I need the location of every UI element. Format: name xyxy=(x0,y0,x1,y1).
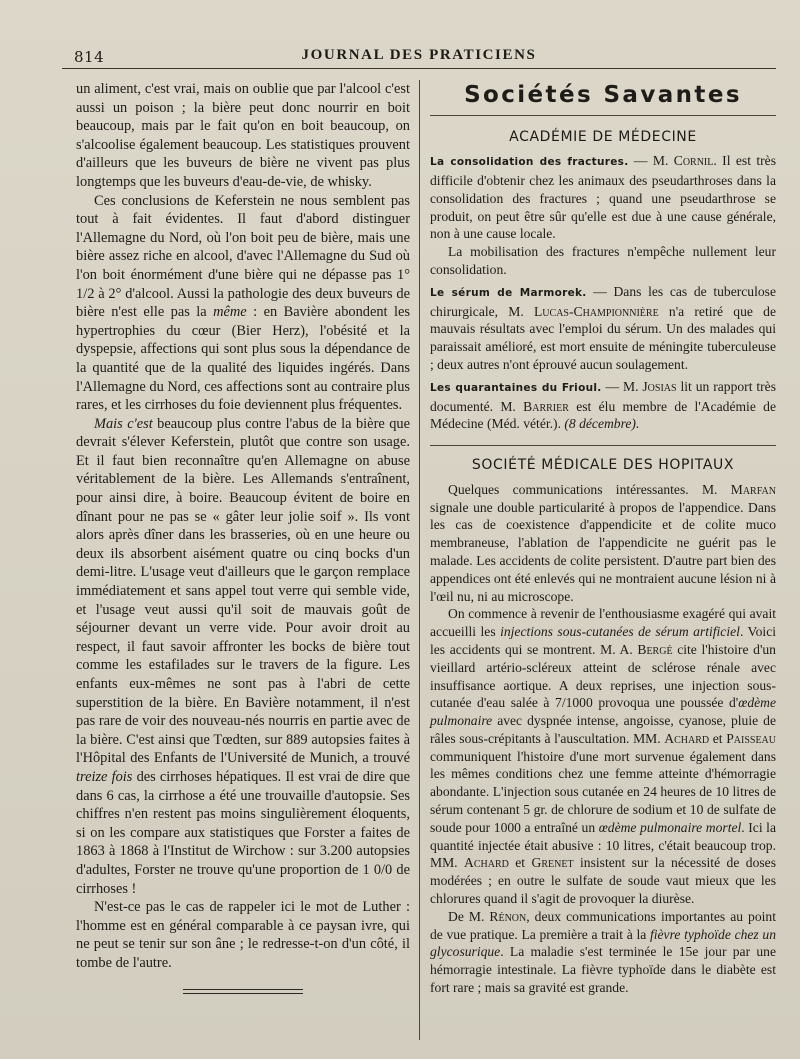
text-run: cite l'histoire d'un vieillard artério-scléreux atteint de sclérose rénale avec insuffisance aortique. A deux reprises, une injection sous-cutanée d'eau salée à 7/1000 provoqua une poussée d' xyxy=(430,641,776,711)
journal-title: JOURNAL DES PRATICIENS xyxy=(301,47,537,63)
author-name: Achard xyxy=(664,730,710,746)
text-run: . Voici les accidents qui se montrent. M. A. xyxy=(430,624,777,657)
text-run: est élu membre de l'Académie de Médecine (Méd. vétér.). xyxy=(430,398,777,432)
text-run: On commence à revenir de l'enthousiasme exagéré qui avait accueilli les xyxy=(430,606,776,640)
author-name: Marfan xyxy=(730,481,776,497)
emphasis: injections sous-cutanées de sérum artificiel xyxy=(500,624,740,640)
paragraph: un aliment, c'est vrai, mais on oublie que par l'alcool c'est aussi un poison ; la bière peut donc nourrir en boit beaucoup, mais par le fait qu'on en boit beaucoup, on s'alcoolise également beaucoup. Les statistiques prouvent d'ailleurs que les buveurs de bière ne vivent pas plus longtemps que les buveurs d'eau-de-vie, de whisky. xyxy=(76,81,410,190)
emphasis: treize fois xyxy=(76,768,133,785)
paragraph xyxy=(430,605,776,908)
left-column xyxy=(76,80,410,994)
emphasis: Mais c'est xyxy=(94,415,153,432)
end-rule xyxy=(183,989,303,994)
paragraph xyxy=(430,481,776,606)
running-header xyxy=(62,42,776,69)
date: (8 décembre). xyxy=(564,416,640,432)
text-run: De M. xyxy=(448,908,490,924)
text-run: . La maladie s'est terminée le 15e jour par une hémorragie intestinale. La fièvre typhoïde dans le diabète est fort rare ; mais sa gravité est grande. xyxy=(430,944,776,996)
text-run: . Ici la quantité injectée était abusive : 10 litres, c'était beaucoup trop. MM. xyxy=(430,819,776,871)
author-name: Grenet xyxy=(531,855,574,871)
author-name: Lucas-Championnière xyxy=(534,303,659,319)
author-name: Josias xyxy=(642,378,677,394)
text-run: communiquent l'histoire d'une mort survenue également dans les mêmes conditions chez une femme atteinte d'hémorragie abondante. L'injection sous cutanée en 24 heures de 10 litres de sérum contenant 5 gr. de chlorure de sodium et 10 de sulfate de soude pour 1000 a entraîné un xyxy=(430,748,776,835)
author-name: Rénon xyxy=(489,908,527,924)
text-run: Quelques communications intéressantes. M. xyxy=(448,481,731,497)
rubric: Les quarantaines du Frioul. xyxy=(430,381,602,394)
text-run: Il est très difficile d'obtenir chez les animaux des pseudarthroses dans la consolidation des fractures ; quand une pseudarthrose se produit, on peut être sûr qu'elle est due à une cause générale, non à une cause locale. xyxy=(430,153,776,242)
author-name: Barrier xyxy=(523,398,569,414)
author-name: Achard xyxy=(464,855,509,871)
text-run: — M. xyxy=(628,153,674,169)
paragraph xyxy=(430,152,776,243)
author-name: Cornil. xyxy=(673,153,717,169)
text-run: — M. xyxy=(601,378,643,394)
paragraph: La mobilisation des fractures n'empêche nullement leur consolidation. xyxy=(430,244,776,277)
text-run: avec dyspnée intense, angoisse, cyanose, pluie de râles sous-crépitants à l'auscultation. MM. xyxy=(430,713,776,746)
text-run: n'a retiré que de mauvais résultats avec l'emploi du sérum. Un des malades qui paraissait amélioré, est mort ensuite de méningite tuberculeuse ; deux autres n'ont éprouvé aucun soulagement. xyxy=(430,303,776,372)
rubric: La consolidation des fractures. xyxy=(430,156,629,169)
emphasis: œdème pulmonaire xyxy=(430,695,776,729)
column-divider xyxy=(419,80,420,1040)
text-run: : en Bavière abondent les hypertrophies du cœur (Bier Herz), l'obésité et la dyspepsie, affections qui sont plus sous la dépendance de la quantité que de la qualité des liquides ingérés. Dans l'Allemagne du Nord, ces affections sont au contraire plus rares, et les cirrhoses du foie deviennent plus fréquentes. xyxy=(76,304,410,414)
text-run: , deux communications importantes au point de vue pratique. La première a trait à la xyxy=(430,908,776,942)
emphasis: fièvre typhoïde chez un glycosurique xyxy=(430,926,776,960)
text-run: Ces conclusions de Keferstein ne nous semblent pas tout à fait évidentes. Il faut d'abord distinguer l'Allemagne du Nord, où l'on boit peu de bière, mais une bière assez riche en alcool, d'avec l'Allemagne du Sud où l'on boit énormément d'une bière qui ne dépasse pas 1° 1/2 à 2° d'alcool. Aussi la pathologie des deux buveurs de bière n'est elle pas la xyxy=(76,192,410,321)
section-title: Sociétés Savantes xyxy=(430,80,776,116)
text-run: — Dans les cas de tuberculose chirurgicale, M. xyxy=(430,283,776,319)
text-run: des cirrhoses hépatiques. Il est vrai de dire que dans 6 cas, la cirrhose a été une trouvaille d'autopsie. Ses chiffres n'en restent pas moins singulièrement éloquents, si on les compare aux statistiques que Forster a faites de 1863 à 1868 à l'Institut de Wirchow : sur 3.200 autopsies d'adultes, Forster ne trouve qu'une proportion de 1 0/0 de cirrhoses ! xyxy=(76,768,411,897)
text-run: insistent sur la nécessité de doses modérées ; en outre le sulfate de soude vaut mieux que les chlorures quand il s'agit de provoquer la diurèse. xyxy=(430,855,777,907)
subsection-heading: ACADÉMIE DE MÉDECINE xyxy=(509,128,697,145)
rubric: Le sérum de Marmorek. xyxy=(430,286,587,299)
text-run: beaucoup plus contre l'abus de la bière que devrait s'élever Keferstein, plutôt que contre son usage. Et il faut bien reconnaître qu'en Allemagne on abuse véritablement de la bière. Les Allemands s'entraînent, pour ainsi dire, à boire. Beaucoup évitent de boire en dînant pour ne pas se « gâter leur jolie soif ». Ils vont alors après dîner dans les brasseries, où en une heure ou deux ils absorbent aisément quatre ou cinq bocks d'un demi-litre. L'usage veut d'ailleurs que le garçon remplace immédiatement et sans appel tout verre qui semble vide, et l'usage veut aussi qu'il soit de mauvais goût de séjourner devant un verre vide. Pour avoir droit au respect, il faut savoir affronter les bocks de bière tout comme les estafilades sur le travers de la figure. Les enfants eux-mêmes ne sont pas à l'abri de cette superstition de la bière. En Bavière notamment, il n'est pas rare de voir des nouveau-nés nourris en partie avec de la bière. C'est ainsi que Tœdten, sur 889 autopsies faites à l'Hôpital des Enfants de l'Université de Munich, a trouvé xyxy=(76,415,410,767)
text-run: et xyxy=(508,855,532,871)
subsection-heading: SOCIÉTÉ MÉDICALE DES HOPITAUX xyxy=(430,445,776,475)
paragraph xyxy=(76,192,410,415)
author-name: Bergé xyxy=(637,641,673,657)
emphasis: œdème pulmonaire mortel xyxy=(598,819,742,835)
paragraph xyxy=(430,283,776,374)
author-name: Paisseau xyxy=(726,730,776,746)
right-column xyxy=(430,80,776,997)
text-run: lit un rapport très documenté. M. xyxy=(430,378,777,414)
paragraph xyxy=(76,415,410,898)
page-number: 814 xyxy=(74,48,105,66)
emphasis: même xyxy=(213,304,247,321)
text-run: et xyxy=(709,730,727,746)
paragraph xyxy=(430,908,776,997)
paragraph: N'est-ce pas le cas de rappeler ici le mot de Luther : l'homme est en général comparable à ce paysan ivre, qui ne peut se tenir sur son âne ; le redresse-t-on d'un côté, il tombe de l'autre. xyxy=(76,899,410,971)
text-run: signale une double particularité à propos de l'appendice. Dans les cas de coexistence d'appendicite et de colite muco membraneuse, l'ablation de l'appendicite ne guérit pas le malade. Les accidents de colite persistent. D'autre part bien des appendices ont été enlevés qui ne montraient aucune lésion ni à l'œil nu, ni au microscope. xyxy=(430,499,776,604)
paragraph xyxy=(430,378,776,433)
